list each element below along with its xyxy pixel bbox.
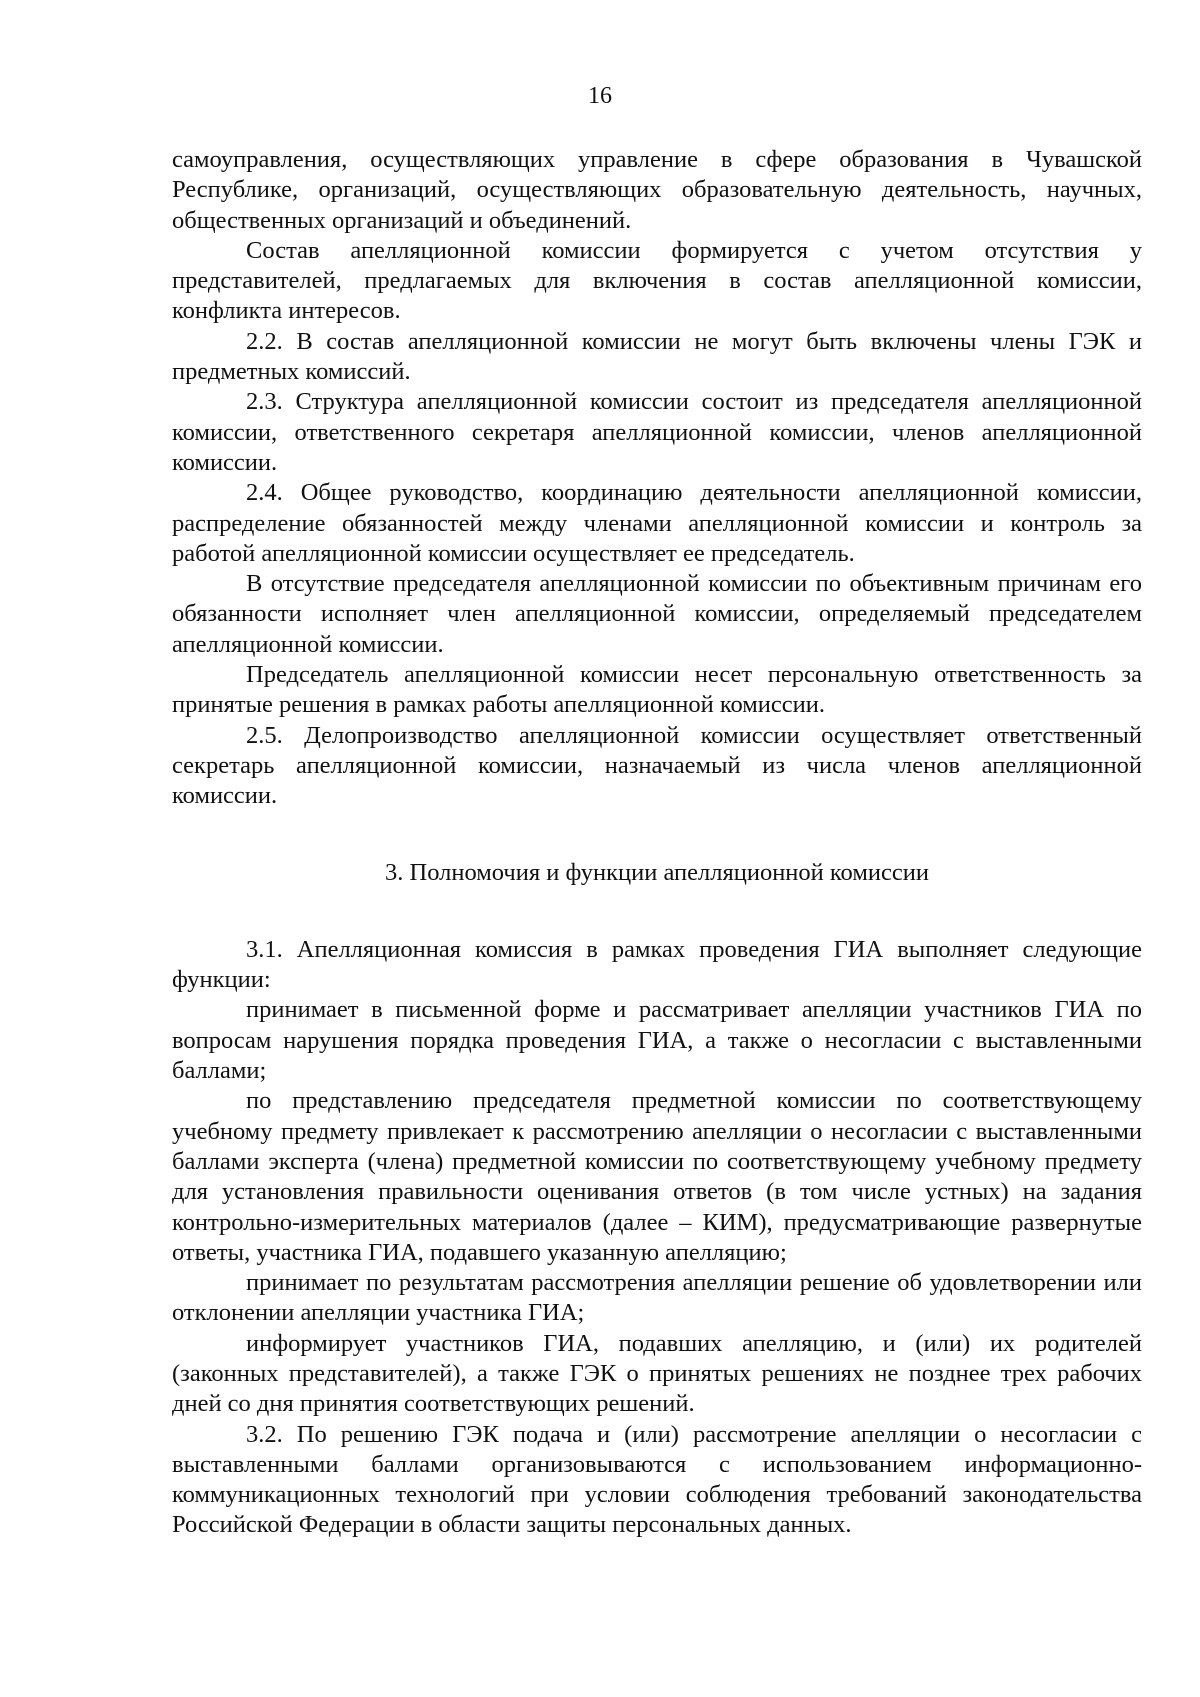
paragraph: Состав апелляционной комиссии формируется с учетом отсутствия у представителей, предлагаемых для включения в состав апелляционной комиссии, конфликта интересов.	[172, 236, 1142, 325]
paragraphs-before-heading	[172, 145, 1142, 812]
paragraph: 2.2. В состав апелляционной комиссии не могут быть включены члены ГЭК и предметных комиссий.	[172, 327, 1142, 386]
paragraph: самоуправления, осуществляющих управление в сфере образования в Чувашской Республике, организаций, осуществляющих образовательную деятельность, научных, общественных организаций и объединений.	[172, 146, 1142, 234]
page-number: 16	[588, 83, 612, 109]
paragraph: 2.5. Делопроизводство апелляционной комиссии осуществляет ответственный секретарь апелляционной комиссии, назначаемый из числа членов апелляционной комиссии.	[172, 721, 1142, 810]
paragraph: В отсутствие председателя апелляционной комиссии по объективным причинам его обязанности исполняет член апелляционной комиссии, определяемый председателем апелляционной комиссии.	[172, 570, 1142, 658]
paragraphs-after-heading	[172, 935, 1142, 1541]
paragraph: Председатель апелляционной комиссии несет персональную ответственность за принятые решения в рамках работы апелляционной комиссии.	[172, 661, 1142, 719]
paragraph: принимает в письменной форме и рассматривает апелляции участников ГИА по вопросам нарушения порядка проведения ГИА, а также о несогласии с выставленными баллами;	[172, 996, 1142, 1085]
paragraph: 3.1. Апелляционная комиссия в рамках проведения ГИА выполняет следующие функции:	[172, 935, 1142, 994]
paragraph: 2.4. Общее руководство, координацию деятельности апелляционной комиссии, распределение обязанностей между членами апелляционной комиссии и контроль за работой апелляционной комиссии осуществляет ее председатель.	[172, 479, 1142, 567]
paragraph: 3.2. По решению ГЭК подача и (или) рассмотрение апелляции о несогласии с выставленными баллами организовываются с использованием информационно-коммуникационных технологий при условии соблюдения требований законодательства Российской Федерации в области защиты персональных данных.	[172, 1420, 1142, 1539]
paragraph: принимает по результатам рассмотрения апелляции решение об удовлетворении или отклонении апелляции участника ГИА;	[172, 1269, 1142, 1327]
paragraph: информирует участников ГИА, подавших апелляцию, и (или) их родителей (законных представителей), а также ГЭК о принятых решениях не позднее трех рабочих дней со дня принятия соответствующих решений.	[172, 1329, 1142, 1418]
section-heading: 3. Полномочия и функции апелляционной комиссии	[385, 858, 929, 886]
paragraph: по представлению председателя предметной комиссии по соответствующему учебному предмету привлекает к рассмотрению апелляции о несогласии с выставленными баллами эксперта (члена) предметной комиссии по соответствующему учебному предмету для установления правильности оценивания ответов (в том числе устных) на задания контрольно-измерительных материалов (далее – КИМ), предусматривающие развернутые ответы, участника ГИА, подавшего указанную апелляцию;	[172, 1087, 1142, 1266]
document-body	[172, 145, 1142, 1541]
paragraph: 2.3. Структура апелляционной комиссии состоит из председателя апелляционной комиссии, ответственного секретаря апелляционной комиссии, членов апелляционной комиссии.	[172, 388, 1142, 476]
